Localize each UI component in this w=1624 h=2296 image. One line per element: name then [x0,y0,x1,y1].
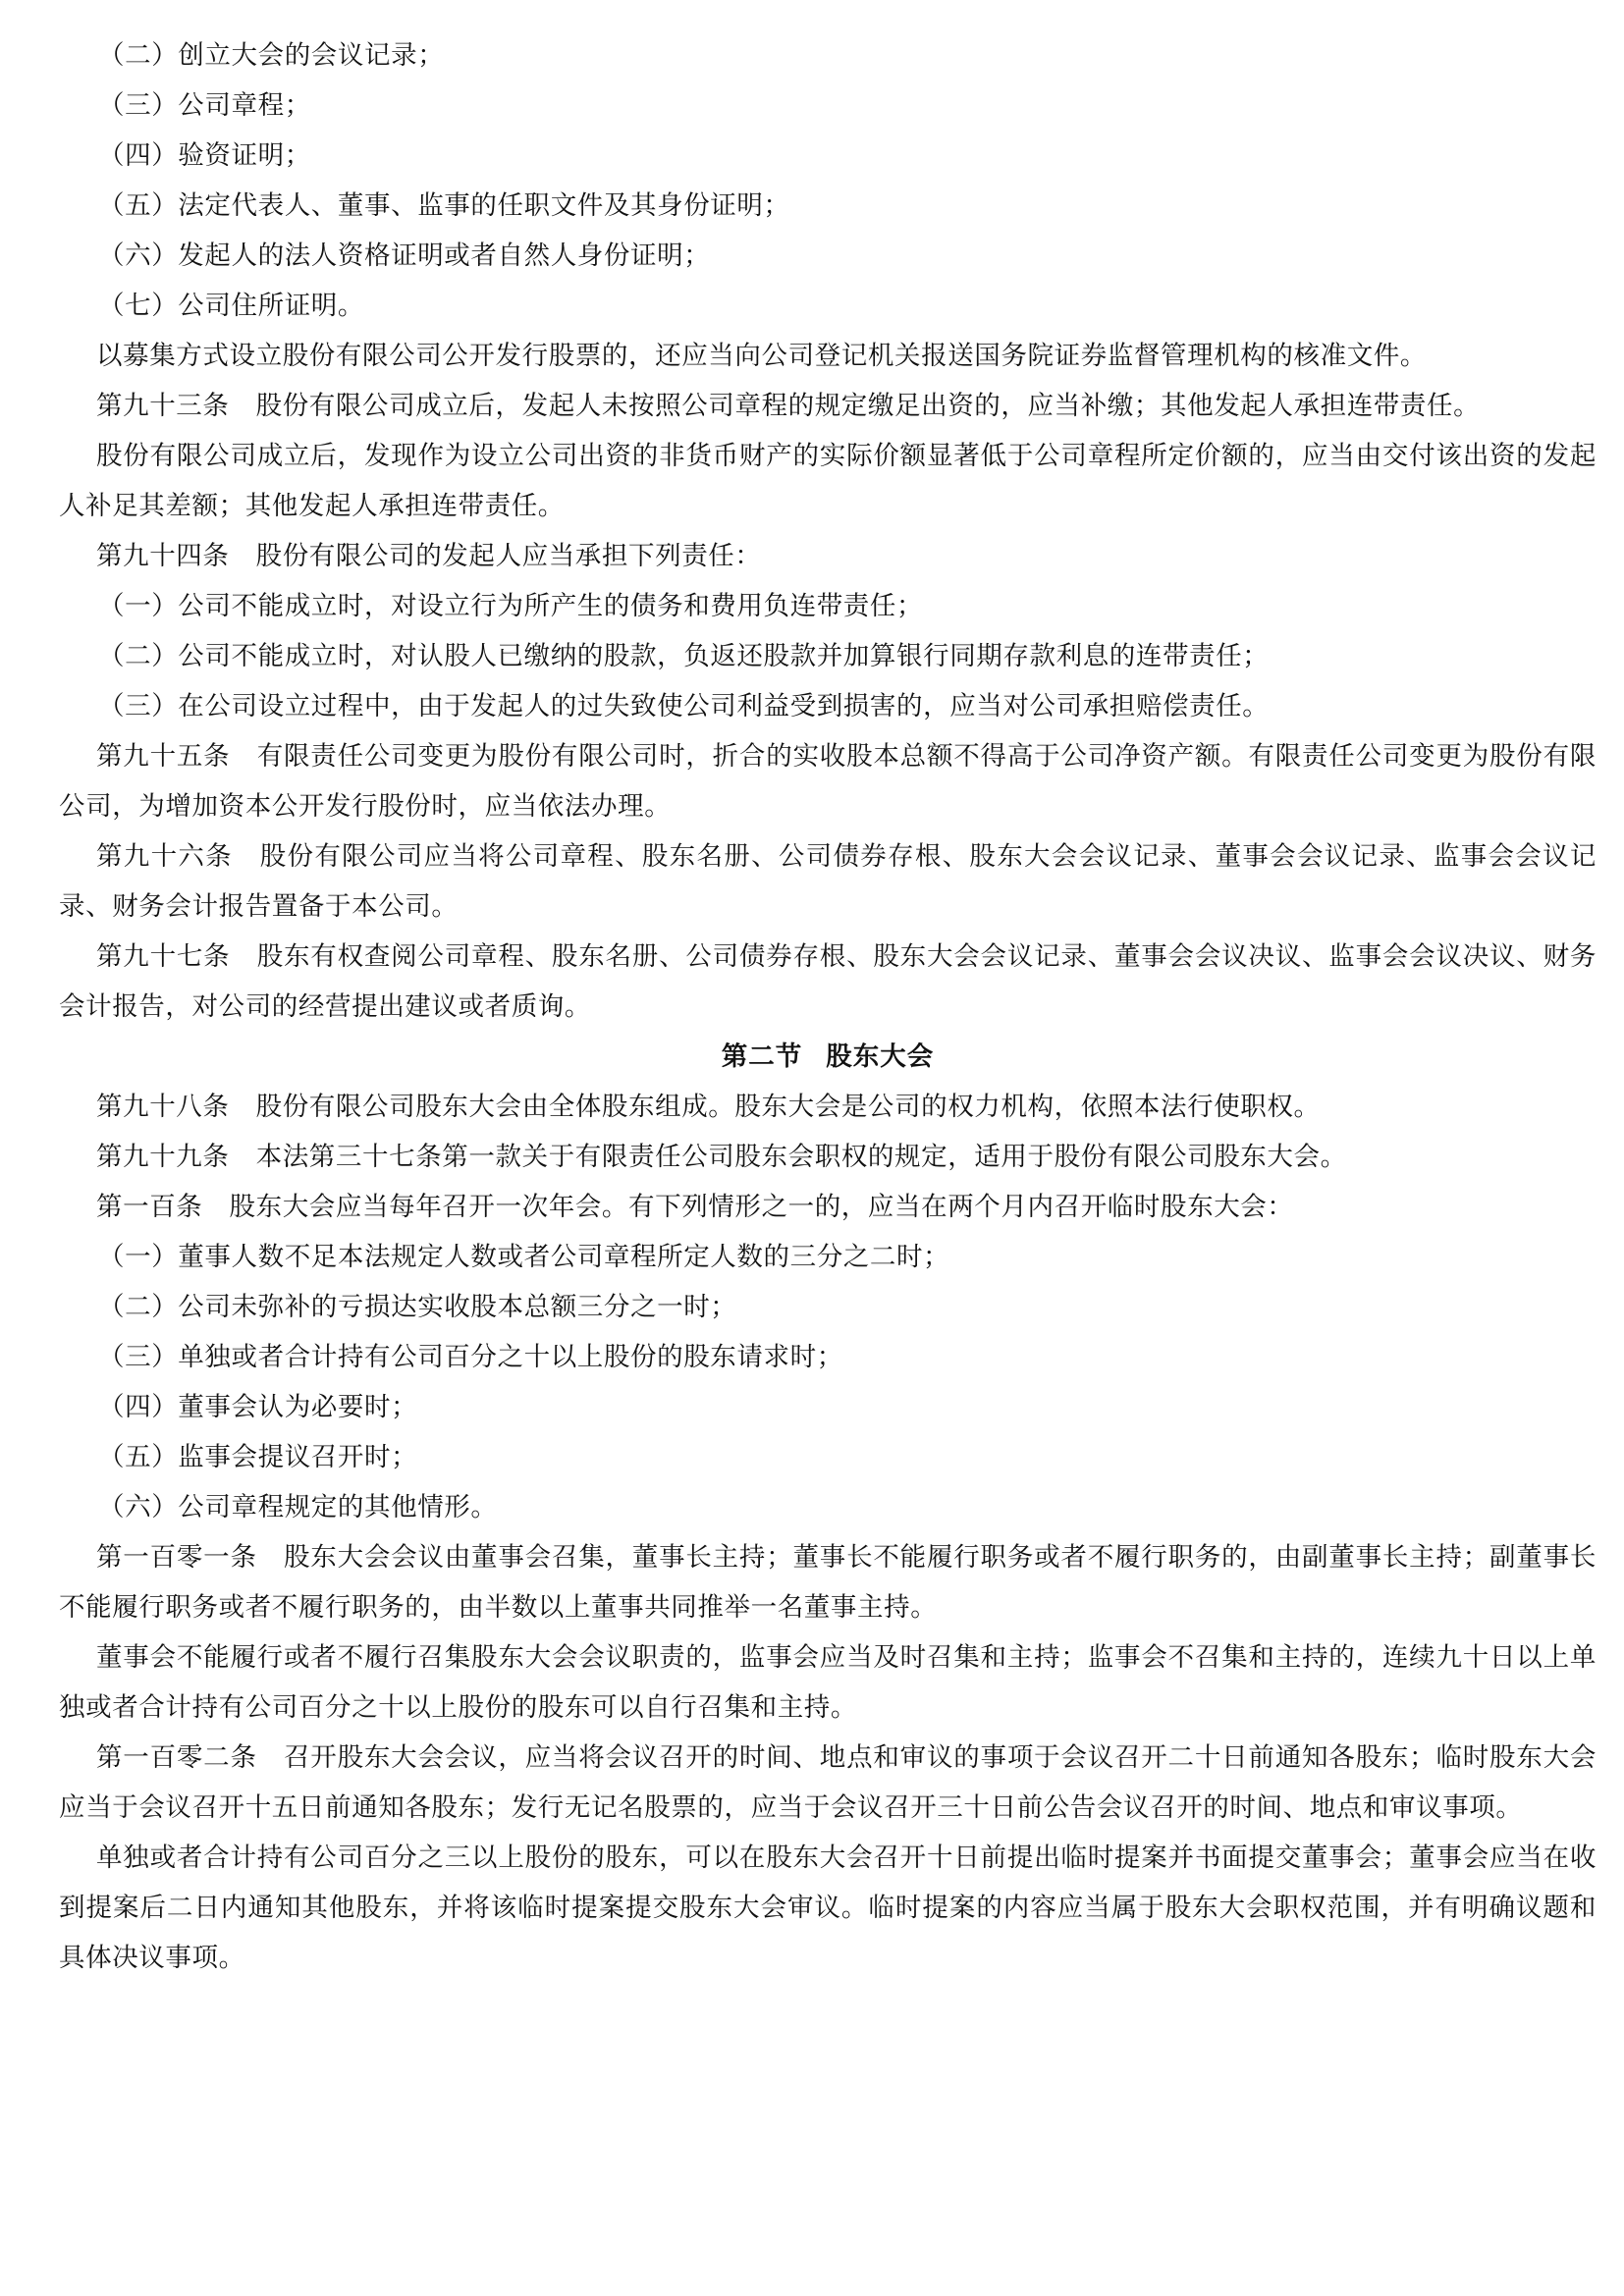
list-item: （一）董事人数不足本法规定人数或者公司章程所定人数的三分之二时； [98,1242,950,1272]
list-item: （三）公司章程； [98,90,311,121]
list-item: （三）单独或者合计持有公司百分之十以上股份的股东请求时； [98,1342,843,1372]
paragraph: 董事会不能履行或者不履行召集股东大会会议职责的，监事会应当及时召集和主持；监事会不召集和主持的，连续九十日以上单独或者合计持有公司百分之十以上股份的股东可以自行召集和主持。 [59,1642,1597,1723]
paragraph: 第九十九条 本法第三十七条第一款关于有限责任公司股东会职权的规定，适用于股份有限公司股东大会。 [96,1142,1347,1172]
paragraph: 股份有限公司成立后，发现作为设立公司出资的非货币财产的实际价额显著低于公司章程所定价额的，应当由交付该出资的发起人补足其差额；其他发起人承担连带责任。 [59,441,1597,521]
list-item: （五）监事会提议召开时； [98,1442,418,1472]
list-item: （二）公司未弥补的亏损达实收股本总额三分之一时； [98,1292,737,1322]
paragraph: 第一百零二条 召开股东大会会议，应当将会议召开的时间、地点和审议的事项于会议召开二十日前通知各股东；临时股东大会应当于会议召开十五日前通知各股东；发行无记名股票的，应当于会议召开三十日前公告会议召开的时间、地点和审议事项。 [59,1742,1597,1823]
list-item: （五）法定代表人、董事、监事的任职文件及其身份证明； [98,190,790,221]
section-heading-number: 第二节 [721,1041,803,1072]
list-item: （七）公司住所证明。 [98,291,364,321]
paragraph: 第一百零一条 股东大会会议由董事会召集，董事长主持；董事长不能履行职务或者不履行职务的，由副董事长主持；副董事长不能履行职务或者不履行职务的，由半数以上董事共同推举一名董事主持。 [59,1542,1597,1623]
section-heading [59,1032,1597,1082]
body-text-before [59,30,1597,1032]
paragraph: 第九十三条 股份有限公司成立后，发起人未按照公司章程的规定缴足出资的，应当补缴；其他发起人承担连带责任。 [96,391,1481,421]
list-item: （一）公司不能成立时，对设立行为所产生的债务和费用负连带责任； [98,591,924,621]
paragraph: 单独或者合计持有公司百分之三以上股份的股东，可以在股东大会召开十日前提出临时提案并书面提交董事会；董事会应当在收到提案后二日内通知其他股东，并将该临时提案提交股东大会审议。临时提案的内容应当属于股东大会职权范围，并有明确议题和具体决议事项。 [59,1842,1597,1973]
paragraph: 第一百条 股东大会应当每年召开一次年会。有下列情形之一的，应当在两个月内召开临时股东大会： [96,1192,1294,1222]
paragraph: 第九十六条 股份有限公司应当将公司章程、股东名册、公司债券存根、股东大会会议记录、董事会会议记录、监事会会议记录、财务会计报告置备于本公司。 [59,841,1597,922]
paragraph: 第九十五条 有限责任公司变更为股份有限公司时，折合的实收股本总额不得高于公司净资产额。有限责任公司变更为股份有限公司，为增加资本公开发行股份时，应当依法办理。 [59,741,1597,822]
section-heading-title: 股东大会 [826,1041,935,1072]
list-item: （四）董事会认为必要时； [98,1392,418,1422]
list-item: （三）在公司设立过程中，由于发起人的过失致使公司利益受到损害的，应当对公司承担赔偿责任。 [98,691,1270,721]
paragraph: 第九十八条 股份有限公司股东大会由全体股东组成。股东大会是公司的权力机构，依照本法行使职权。 [96,1092,1321,1122]
paragraph: 以募集方式设立股份有限公司公开发行股票的，还应当向公司登记机关报送国务院证券监督管理机构的核准文件。 [96,341,1427,371]
list-item: （四）验资证明； [98,140,311,171]
list-item: （六）公司章程规定的其他情形。 [98,1492,498,1522]
paragraph: 第九十七条 股东有权查阅公司章程、股东名册、公司债券存根、股东大会会议记录、董事会会议决议、监事会会议决议、财务会计报告，对公司的经营提出建议或者质询。 [59,941,1597,1022]
list-item: （二）公司不能成立时，对认股人已缴纳的股款，负返还股款并加算银行同期存款利息的连带责任； [98,641,1270,671]
list-item: （二）创立大会的会议记录； [98,40,445,71]
body-text-after [59,1082,1597,1983]
paragraph: 第九十四条 股份有限公司的发起人应当承担下列责任： [96,541,762,571]
list-item: （六）发起人的法人资格证明或者自然人身份证明； [98,240,711,271]
